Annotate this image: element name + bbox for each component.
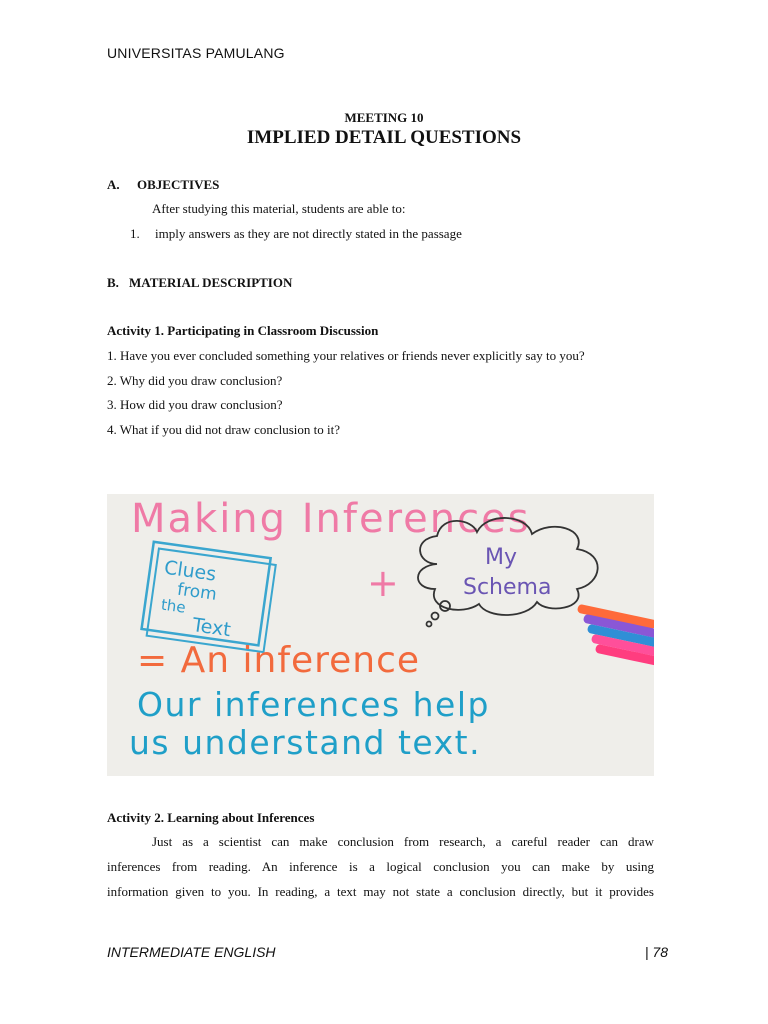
book-line: Text xyxy=(191,614,233,642)
cloud-line: Schema xyxy=(463,575,552,600)
meeting-label: MEETING 10 xyxy=(344,110,424,125)
chart-title: Making Inferences xyxy=(131,496,531,542)
section-b-letter: B. xyxy=(107,275,119,290)
activity-1-question: 1. Have you ever concluded something your relatives or friends never explicitly say to you? xyxy=(107,348,585,363)
footer-course: INTERMEDIATE ENGLISH xyxy=(107,944,276,960)
activity-1-question: 3. How did you draw conclusion? xyxy=(107,397,283,412)
summary-line-1: Our inferences help xyxy=(137,685,490,724)
activity-1-question: 2. Why did you draw conclusion? xyxy=(107,373,283,388)
book-line: Clues xyxy=(162,556,218,586)
book-line: the xyxy=(159,595,187,617)
activity-1-title: Activity 1. Participating in Classroom Discussion xyxy=(107,323,379,338)
book-line: from xyxy=(175,579,218,605)
inference-anchor-chart xyxy=(107,494,654,776)
cloud-line: My xyxy=(485,545,518,570)
objectives-intro: After studying this material, students are able to: xyxy=(152,201,406,216)
section-a-heading: OBJECTIVES xyxy=(137,177,220,192)
section-a-letter: A. xyxy=(107,177,120,192)
university-header: UNIVERSITAS PAMULANG xyxy=(107,45,285,61)
activity-2-line: inferences from reading. An inference is a logical conclusion you can make by using xyxy=(107,859,654,874)
footer-page-number: | 78 xyxy=(644,944,668,960)
activity-2-line: Just as a scientist can make conclusion from research, a careful reader can draw xyxy=(152,834,654,849)
objective-item-number: 1. xyxy=(130,226,140,241)
activity-2-line: information given to you. In reading, a text may not state a conclusion directly, but it provides xyxy=(107,884,654,899)
activity-2-title: Activity 2. Learning about Inferences xyxy=(107,810,315,825)
page-title: IMPLIED DETAIL QUESTIONS xyxy=(246,127,522,148)
summary-line-2: us understand text. xyxy=(129,723,482,762)
activity-1-question: 4. What if you did not draw conclusion to it? xyxy=(107,422,340,437)
objective-item-text: imply answers as they are not directly stated in the passage xyxy=(155,226,462,241)
section-b-heading: MATERIAL DESCRIPTION xyxy=(129,275,293,290)
plus-sign: + xyxy=(367,561,399,605)
equals-line: = An inference xyxy=(137,640,421,681)
